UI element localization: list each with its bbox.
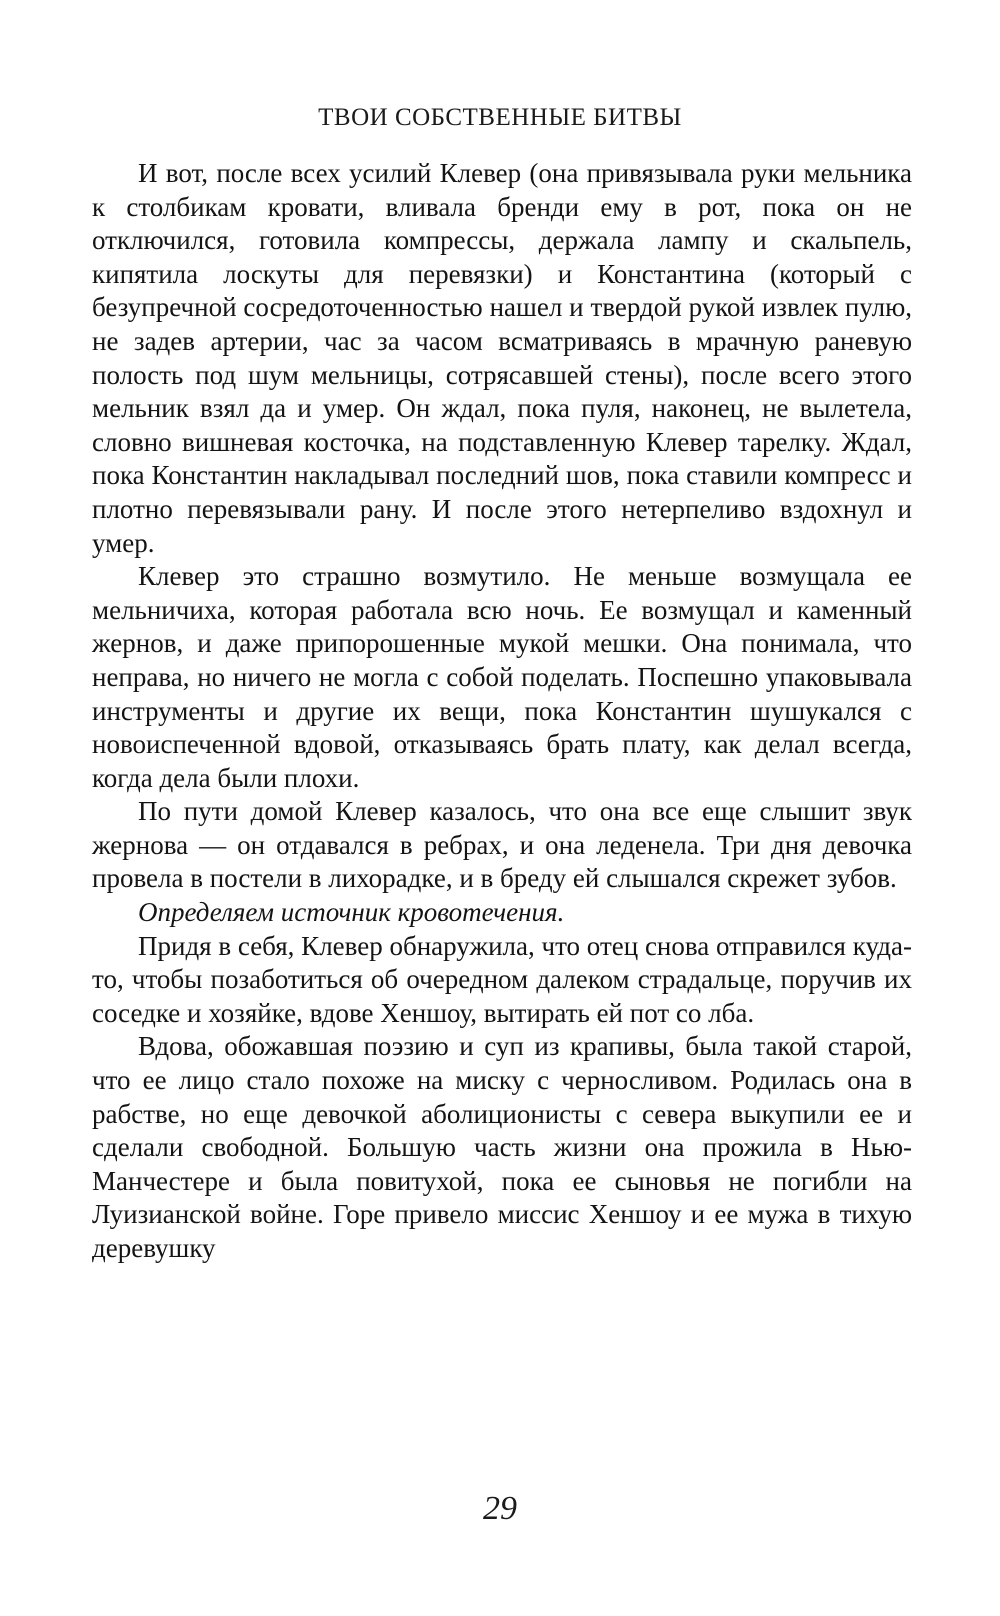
running-head: ТВОИ СОБСТВЕННЫЕ БИТВЫ [318,104,682,131]
paragraph: Придя в себя, Клевер обнаружила, что отец снова отправился куда-то, чтобы позаботиться об очередном далеком страдальце, поручив их соседке и хозяйке, вдове Хеншоу, вытирать ей пот со лба. [92,930,912,1028]
paragraph: Вдова, обожавшая поэзию и суп из крапивы, была такой старой, что ее лицо стало похоже на миску с черносливом. Родилась она в рабстве, но еще девочкой аболиционисты с севера выкупили ее и сделали свободной. Большую часть жизни она прожила в Нью-Манчестере и была повитухой, пока ее сыновья не погибли на Луизианской войне. Горе привело миссис Хеншоу и ее мужа в тихую деревушку [92,1031,912,1263]
page-number: 29 [483,1490,517,1527]
paragraph: И вот, после всех усилий Клевер (она привязывала руки мельника к столбикам кровати, вливала бренди ему в рот, пока он не отключился, готовила компрессы, держала лампу и скальпель, кипятила лоскуты для перевязки) и Константина (который с безупречной сосредоточенностью нашел и твердой рукой извлек пулю, не задев артерии, час за часом всматриваясь в мрачную раневую полость под шум мельницы, сотрясавшей стены), после всего этого мельник взял да и умер. Он ждал, пока пуля, наконец, не вылетела, словно вишневая косточка, на подставленную Клевер тарелку. Ждал, пока Константин накладывал последний шов, пока ставили компресс и плотно перевязывали рану. И после этого нетерпеливо вздохнул и умер. [92,158,912,558]
paragraph: Клевер это страшно возмутило. Не меньше возмущала ее мельничиха, которая работала всю ночь. Ее возмущал и каменный жернов, и даже припорошенные мукой мешки. Она понимала, что неправа, но ничего не могла с собой поделать. Поспешно упаковывала инструменты и другие их вещи, пока Константин шушукался с новоиспеченной вдовой, отказываясь брать плату, как делал всегда, когда дела были плохи. [92,561,912,793]
body-text [92,157,912,1266]
paragraph: По пути домой Клевер казалось, что она все еще слышит звук жернова — он отдавался в ребрах, и она леденела. Три дня девочка провела в постели в лихорадке, и в бреду ей слышался скрежет зубов. [92,796,912,894]
italic-paragraph: Определяем источник кровотечения. [138,897,565,928]
